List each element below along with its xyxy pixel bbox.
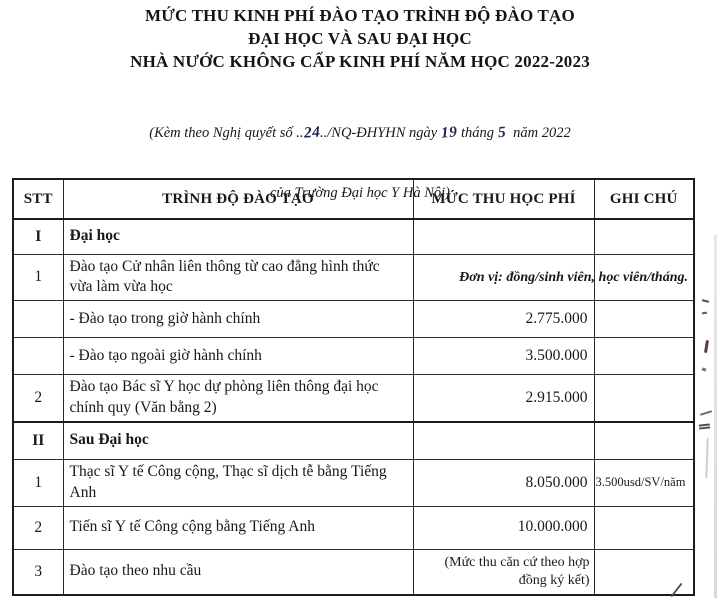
cell-stt bbox=[13, 338, 63, 375]
bleedthrough-mark bbox=[702, 312, 707, 315]
cell-program: - Đào tạo trong giờ hành chính bbox=[63, 301, 413, 338]
bleedthrough-mark bbox=[705, 438, 708, 478]
cell-fee: 10.000.000 bbox=[413, 506, 594, 549]
cell-program: - Đào tạo ngoài giờ hành chính bbox=[63, 338, 413, 375]
header-note: GHI CHÚ bbox=[594, 179, 694, 219]
cell-program: Đại học bbox=[63, 219, 413, 254]
cell-program: Đào tạo Cử nhân liên thông từ cao đẳng hình thức vừa làm vừa học bbox=[63, 254, 413, 301]
document-title bbox=[0, 0, 720, 73]
cell-fee: 8.050.000 bbox=[413, 459, 594, 506]
subtitle-pre: (Kèm theo Nghị quyết số .. bbox=[149, 125, 304, 141]
cell-note bbox=[594, 254, 694, 301]
cell-fee bbox=[413, 422, 594, 459]
table-row bbox=[13, 219, 694, 254]
header-stt: STT bbox=[13, 179, 63, 219]
cell-fee: 2.775.000 bbox=[413, 301, 594, 338]
cell-stt: II bbox=[13, 422, 63, 459]
bleedthrough-mark bbox=[702, 299, 709, 303]
subtitle-mid-1: ../NQ-ĐHYHN ngày bbox=[320, 125, 441, 141]
cell-stt: 2 bbox=[13, 375, 63, 422]
cell-fee: 3.500.000 bbox=[413, 338, 594, 375]
table-row bbox=[13, 422, 694, 459]
cell-note bbox=[594, 422, 694, 459]
cell-stt: 1 bbox=[13, 254, 63, 301]
header-fee: MỨC THU HỌC PHÍ bbox=[413, 179, 594, 219]
bleedthrough-mark bbox=[700, 410, 712, 416]
title-line-2: ĐẠI HỌC VÀ SAU ĐẠI HỌC bbox=[248, 29, 472, 48]
subtitle-post: năm 2022 bbox=[505, 125, 571, 141]
header-program: TRÌNH ĐỘ ĐÀO TẠO bbox=[63, 179, 413, 219]
fee-table-body bbox=[13, 219, 694, 595]
cell-fee: 2.915.000 bbox=[413, 375, 594, 422]
table-row bbox=[13, 375, 694, 422]
cell-fee bbox=[413, 219, 594, 254]
cell-note bbox=[594, 219, 694, 254]
cell-note bbox=[594, 301, 694, 338]
subtitle-mid-2: tháng bbox=[457, 125, 498, 141]
cell-stt bbox=[13, 301, 63, 338]
bleedthrough-mark bbox=[704, 340, 709, 353]
subtitle-line-2: của Trường Đại học Y Hà Nội) bbox=[270, 185, 450, 201]
tuition-fee-table bbox=[12, 178, 695, 596]
bleedthrough-mark bbox=[702, 367, 707, 371]
table-row bbox=[13, 459, 694, 506]
title-line-1: MỨC THU KINH PHÍ ĐÀO TẠO TRÌNH ĐỘ ĐÀO TẠO bbox=[145, 6, 575, 25]
bleedthrough-mark bbox=[699, 423, 710, 429]
scan-page-edge bbox=[714, 235, 717, 598]
table-row bbox=[13, 549, 694, 595]
cell-program: Thạc sĩ Y tế Công cộng, Thạc sĩ dịch tễ bằng Tiếng Anh bbox=[63, 459, 413, 506]
cell-program: Sau Đại học bbox=[63, 422, 413, 459]
cell-note bbox=[594, 375, 694, 422]
cell-note: 3.500usd/SV/năm bbox=[594, 459, 694, 506]
cell-fee bbox=[413, 254, 594, 301]
cell-program: Đào tạo Bác sĩ Y học dự phòng liên thông đại học chính quy (Văn bằng 2) bbox=[63, 375, 413, 422]
table-row bbox=[13, 254, 694, 301]
cell-note bbox=[594, 506, 694, 549]
cell-stt: I bbox=[13, 219, 63, 254]
cell-stt: 2 bbox=[13, 506, 63, 549]
cell-program: Đào tạo theo nhu cầu bbox=[63, 549, 413, 595]
handwritten-decree-number: 24 bbox=[302, 123, 321, 142]
cell-program: Tiến sĩ Y tế Công cộng bằng Tiếng Anh bbox=[63, 506, 413, 549]
handwritten-day: 19 bbox=[440, 123, 458, 142]
table-row bbox=[13, 506, 694, 549]
table-row bbox=[13, 338, 694, 375]
title-line-3: NHÀ NƯỚC KHÔNG CẤP KINH PHÍ NĂM HỌC 2022-2023 bbox=[130, 52, 590, 71]
unit-note: Đơn vị: đồng/sinh viên, học viên/tháng. bbox=[459, 270, 688, 285]
cell-fee: (Mức thu căn cứ theo hợp đồng ký kết) bbox=[413, 549, 594, 595]
table-row bbox=[13, 301, 694, 338]
handwritten-month: 5 bbox=[497, 123, 507, 142]
cell-stt: 1 bbox=[13, 459, 63, 506]
cell-note bbox=[594, 338, 694, 375]
subtitle-line-1 bbox=[0, 123, 720, 143]
cell-stt: 3 bbox=[13, 549, 63, 595]
table-header-row bbox=[13, 179, 694, 219]
